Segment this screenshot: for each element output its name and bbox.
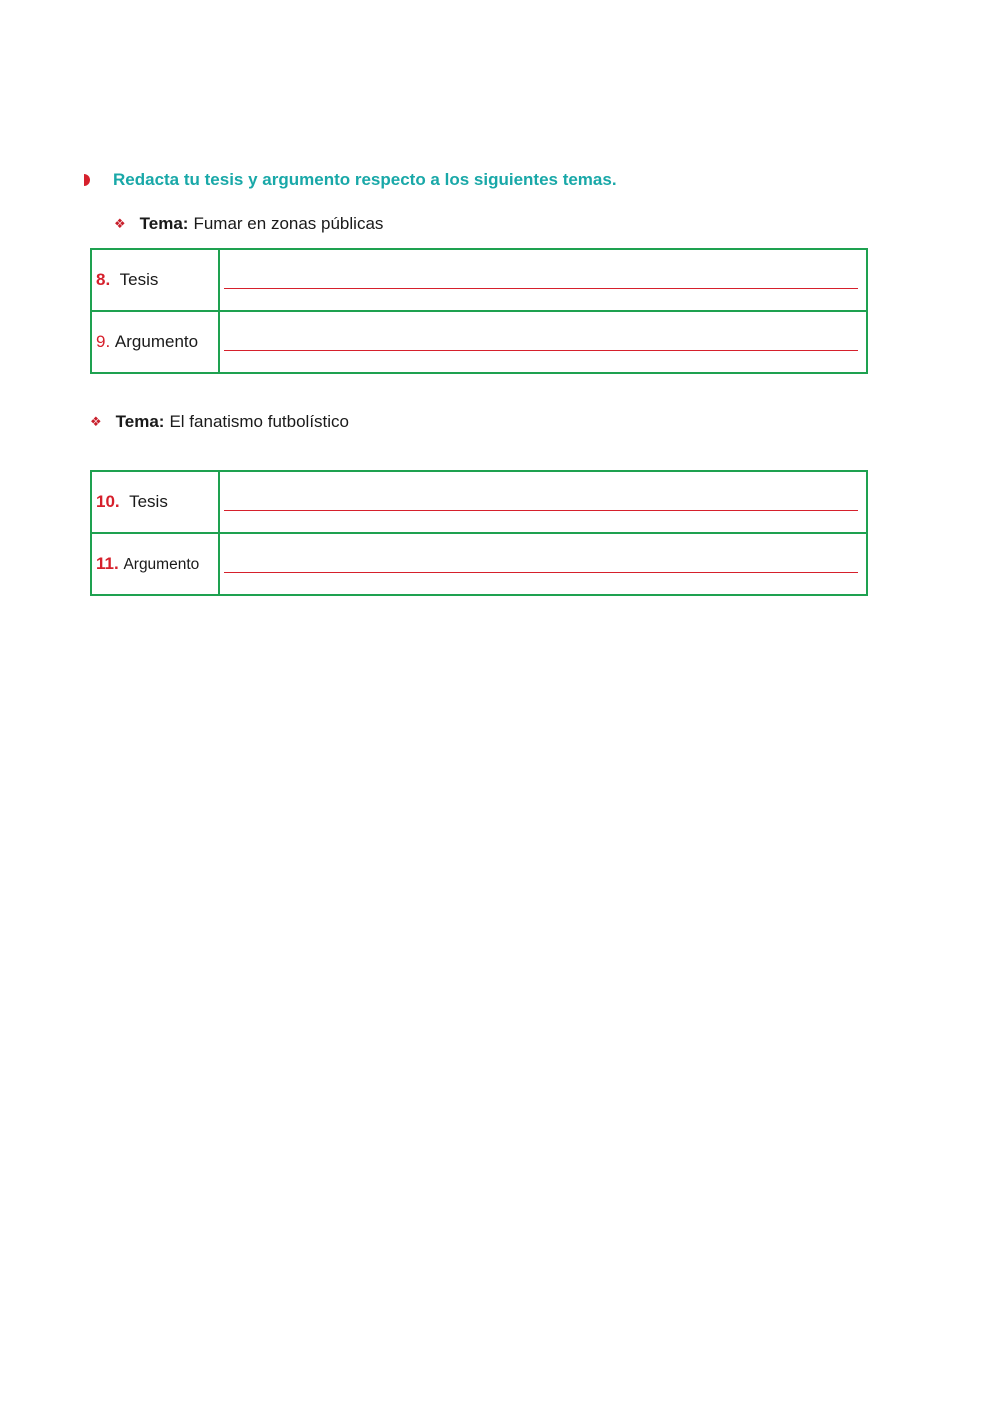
item-number: 10. <box>96 492 120 511</box>
instruction-text: Redacta tu tesis y argumento respecto a los siguientes temas. <box>113 170 617 189</box>
item-label: Argumento <box>123 556 200 573</box>
tema-label: Tema: <box>139 214 189 233</box>
tesis-answer-field[interactable] <box>219 249 867 311</box>
instruction <box>84 170 617 190</box>
tema-heading-1 <box>114 214 383 234</box>
row-label <box>91 311 219 373</box>
item-number: 9. <box>96 332 111 351</box>
row-label <box>91 533 219 595</box>
answer-line <box>224 572 858 573</box>
item-label: Argumento <box>114 332 199 351</box>
argumento-answer-field[interactable] <box>219 533 867 595</box>
worksheet-table-2 <box>90 470 868 596</box>
worksheet-table-1 <box>90 248 868 374</box>
item-number: 8. <box>96 270 111 289</box>
answer-line <box>224 350 858 351</box>
item-number: 11. <box>96 554 119 573</box>
argumento-answer-field[interactable] <box>219 311 867 373</box>
item-label: Tesis <box>119 270 159 289</box>
table-row <box>91 249 867 311</box>
table-row <box>91 311 867 373</box>
tema-heading-2 <box>90 412 349 432</box>
table-row <box>91 533 867 595</box>
row-label <box>91 471 219 533</box>
tesis-answer-field[interactable] <box>219 471 867 533</box>
diamond-bullet-icon: ❖ <box>90 414 102 429</box>
tema-text: El fanatismo futbolístico <box>169 412 349 431</box>
tema-text: Fumar en zonas públicas <box>193 214 384 233</box>
item-label: Tesis <box>129 492 168 511</box>
answer-line <box>224 510 858 511</box>
row-label <box>91 249 219 311</box>
diamond-bullet-icon: ❖ <box>114 216 126 231</box>
answer-line <box>224 288 858 289</box>
tema-label: Tema: <box>115 412 165 431</box>
table-row <box>91 471 867 533</box>
half-circle-bullet-icon <box>84 174 90 186</box>
